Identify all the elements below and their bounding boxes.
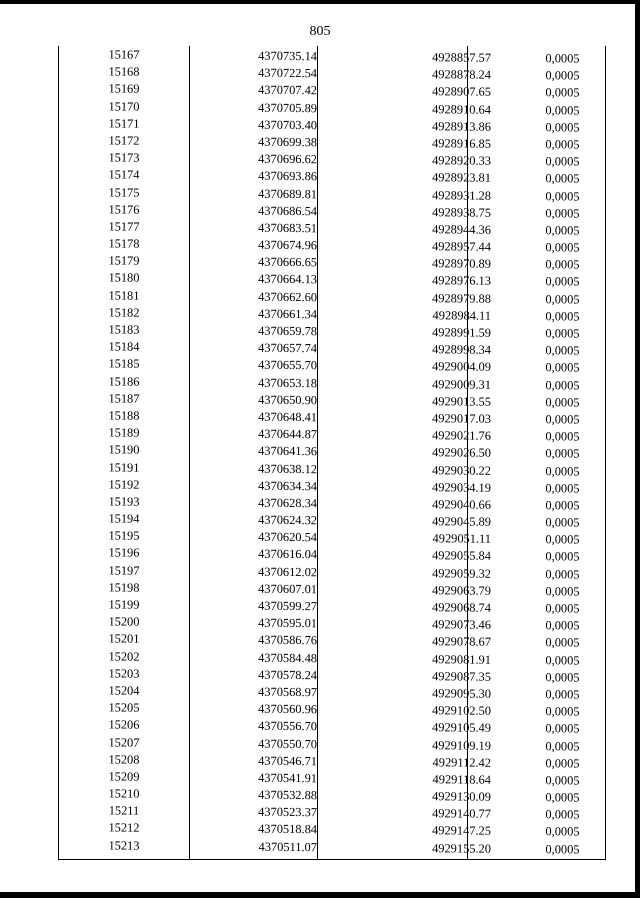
- point-number-cell: 15180: [108, 270, 140, 286]
- y-coordinate-cell: 4928979.88: [432, 290, 492, 306]
- tolerance-cell: 0,0005: [545, 429, 580, 444]
- y-coordinate-cell: 4928976.13: [432, 273, 492, 289]
- tolerance-cell: 0,0005: [545, 343, 580, 358]
- point-number-cell: 15208: [108, 752, 140, 767]
- y-coordinate-cell: 4928944.36: [432, 222, 492, 237]
- point-number-cell: 15168: [108, 64, 140, 79]
- point-number-cell: 15194: [108, 511, 140, 526]
- point-number-cell: 15201: [108, 631, 140, 647]
- x-coordinate-cell: 4370644.87: [258, 426, 318, 442]
- y-coordinate-cell: 4928857.57: [432, 50, 492, 65]
- tolerance-cell: 0,0005: [545, 446, 580, 461]
- y-coordinate-cell: 4929073.46: [432, 617, 492, 632]
- point-number-cell: 15202: [108, 648, 140, 664]
- tolerance-cell: 0,0005: [545, 824, 580, 839]
- y-coordinate-cell: 4929059.32: [432, 565, 492, 581]
- y-coordinate-cell: 4928931.28: [432, 187, 492, 203]
- x-coordinate-cell: 4370612.02: [258, 564, 318, 579]
- point-number-cell: 15176: [108, 202, 140, 217]
- x-coordinate-cell: 4370705.89: [258, 100, 318, 115]
- y-coordinate-cell: 4929081.91: [432, 651, 492, 667]
- tolerance-cell: 0,0005: [545, 773, 580, 788]
- point-number-cell: 15198: [108, 580, 140, 595]
- y-coordinate-cell: 4929055.84: [432, 548, 492, 564]
- x-coordinate-cell: 4370666.65: [258, 254, 318, 270]
- y-coordinate-cell: 4928916.85: [432, 136, 492, 151]
- x-coordinate-cell: 4370707.42: [258, 83, 318, 98]
- x-coordinate-cell: 4370693.86: [258, 169, 318, 184]
- y-coordinate-cell: 4929063.79: [432, 583, 492, 598]
- y-coordinate-cell: 4928920.33: [432, 153, 492, 168]
- tolerance-cell: 0,0005: [545, 412, 580, 427]
- y-coordinate-cell: 4929051.11: [432, 531, 492, 547]
- tolerance-cell: 0,0005: [545, 841, 580, 857]
- tolerance-cell: 0,0005: [545, 755, 580, 771]
- point-number-cell: 15189: [108, 425, 140, 440]
- y-coordinate-cell: 4928984.11: [432, 308, 492, 323]
- point-number-cell: 15211: [108, 803, 140, 818]
- coordinates-table: [58, 46, 606, 860]
- y-coordinate-cell: 4928878.24: [432, 67, 492, 82]
- x-coordinate-cell: 4370662.60: [258, 289, 318, 304]
- x-coordinate-cell: 4370568.97: [258, 684, 318, 700]
- tolerance-cell: 0,0005: [545, 360, 580, 375]
- tolerance-cell: 0,0005: [545, 738, 580, 754]
- point-number-cell: 15209: [108, 769, 140, 784]
- tolerance-cell: 0,0005: [545, 85, 580, 100]
- y-coordinate-cell: 4929009.31: [432, 376, 492, 392]
- x-coordinate-cell: 4370650.90: [258, 392, 318, 408]
- tolerance-cell: 0,0005: [545, 171, 580, 186]
- x-coordinate-cell: 4370518.84: [258, 822, 318, 837]
- x-coordinate-cell: 4370624.32: [258, 512, 318, 528]
- y-coordinate-cell: 4929155.20: [432, 840, 492, 856]
- point-number-cell: 15182: [108, 305, 140, 320]
- point-number-cell: 15190: [108, 442, 140, 458]
- y-coordinate-cell: 4929130.09: [432, 789, 492, 804]
- scan-border-right: [635, 0, 640, 898]
- point-number-cell: 15181: [108, 288, 140, 303]
- y-coordinate-cell: 4929105.49: [432, 720, 492, 736]
- tolerance-cell: 0,0005: [545, 601, 580, 616]
- y-coordinate-cell: 4929040.66: [432, 497, 492, 512]
- y-coordinate-cell: 4929017.03: [432, 411, 492, 426]
- point-number-cell: 15183: [108, 322, 140, 337]
- tolerance-cell: 0,0005: [545, 223, 580, 238]
- y-coordinate-cell: 4929140.77: [432, 806, 492, 822]
- y-coordinate-cell: 4929045.89: [432, 514, 492, 529]
- tolerance-cell: 0,0005: [545, 635, 580, 650]
- tolerance-cell: 0,0005: [545, 240, 580, 255]
- x-coordinate-cell: 4370541.91: [258, 770, 318, 786]
- y-coordinate-cell: 4929109.19: [432, 737, 492, 753]
- x-coordinate-cell: 4370653.18: [258, 375, 318, 390]
- y-coordinate-cell: 4929078.67: [432, 634, 492, 650]
- tolerance-cell: 0,0005: [545, 119, 580, 135]
- y-coordinate-cell: 4928957.44: [432, 239, 492, 254]
- point-number-cell: 15174: [108, 167, 140, 183]
- point-number-cell: 15173: [108, 150, 140, 165]
- x-coordinate-cell: 4370674.96: [258, 237, 318, 253]
- point-number-cell: 15169: [108, 81, 140, 97]
- y-coordinate-cell: 4928970.89: [432, 256, 492, 272]
- tolerance-cell: 0,0005: [545, 669, 580, 685]
- tolerance-cell: 0,0005: [545, 480, 580, 496]
- tolerance-cell: 0,0005: [545, 377, 580, 393]
- point-number-cell: 15192: [108, 477, 140, 492]
- point-number-cell: 15172: [108, 133, 140, 148]
- point-number-cell: 15187: [108, 391, 140, 406]
- y-coordinate-cell: 4929147.25: [432, 823, 492, 839]
- x-coordinate-cell: 4370699.38: [258, 134, 318, 150]
- x-coordinate-cell: 4370648.41: [258, 409, 318, 425]
- y-coordinate-cell: 4929087.35: [432, 669, 492, 684]
- point-number-cell: 15204: [108, 683, 140, 698]
- tolerance-cell: 0,0005: [545, 394, 580, 410]
- y-coordinate-cell: 4928938.75: [432, 204, 492, 220]
- x-coordinate-cell: 4370546.71: [258, 753, 318, 768]
- point-number-cell: 15191: [108, 459, 140, 475]
- x-coordinate-cell: 4370703.40: [258, 117, 318, 133]
- y-coordinate-cell: 4928998.34: [432, 342, 492, 357]
- x-coordinate-cell: 4370595.01: [258, 615, 318, 631]
- x-coordinate-cell: 4370634.34: [258, 478, 318, 493]
- x-coordinate-cell: 4370628.34: [258, 495, 318, 511]
- tolerance-cell: 0,0005: [545, 463, 580, 479]
- page-number: 805: [309, 24, 331, 39]
- scan-border-top: [0, 0, 640, 4]
- tolerance-cell: 0,0005: [545, 205, 580, 221]
- point-number-cell: 15170: [108, 98, 140, 114]
- x-coordinate-cell: 4370683.51: [258, 220, 318, 236]
- x-coordinate-cell: 4370607.01: [258, 581, 318, 597]
- point-number-cell: 15200: [108, 614, 140, 629]
- x-coordinate-cell: 4370657.74: [258, 340, 318, 356]
- point-number-cell: 15171: [108, 116, 140, 131]
- x-coordinate-cell: 4370511.07: [258, 839, 318, 854]
- point-number-cell: 15203: [108, 666, 140, 681]
- x-coordinate-cell: 4370689.81: [258, 186, 318, 201]
- tolerance-cell: 0,0005: [545, 498, 580, 513]
- x-coordinate-cell: 4370599.27: [258, 598, 318, 614]
- y-coordinate-cell: 4929102.50: [432, 703, 492, 718]
- point-number-cell: 15197: [108, 563, 140, 578]
- tolerance-cell: 0,0005: [545, 291, 580, 307]
- tolerance-cell: 0,0005: [545, 584, 580, 599]
- x-coordinate-cell: 4370578.24: [258, 667, 318, 683]
- table-body: [59, 46, 605, 857]
- x-coordinate-cell: 4370523.37: [258, 804, 318, 820]
- x-coordinate-cell: 4370661.34: [258, 306, 318, 322]
- x-coordinate-cell: 4370620.54: [258, 529, 318, 545]
- y-coordinate-cell: 4928923.81: [432, 170, 492, 186]
- point-number-cell: 15195: [108, 528, 140, 543]
- tolerance-cell: 0,0005: [545, 790, 580, 805]
- y-coordinate-cell: 4929004.09: [432, 359, 492, 375]
- x-coordinate-cell: 4370664.13: [258, 272, 318, 287]
- x-coordinate-cell: 4370560.96: [258, 701, 318, 717]
- point-number-cell: 15199: [108, 597, 140, 612]
- x-coordinate-cell: 4370586.76: [258, 633, 318, 648]
- tolerance-cell: 0,0005: [545, 102, 580, 118]
- point-number-cell: 15213: [108, 838, 140, 853]
- tolerance-cell: 0,0005: [545, 532, 580, 547]
- tolerance-cell: 0,0005: [545, 68, 580, 83]
- x-coordinate-cell: 4370686.54: [258, 203, 318, 218]
- y-coordinate-cell: 4929034.19: [432, 479, 492, 495]
- tolerance-cell: 0,0005: [545, 274, 580, 289]
- y-coordinate-cell: 4929013.55: [432, 394, 492, 409]
- tolerance-cell: 0,0005: [545, 618, 580, 633]
- tolerance-cell: 0,0005: [545, 154, 580, 169]
- point-number-cell: 15175: [108, 184, 140, 200]
- point-number-cell: 15178: [108, 236, 140, 251]
- tolerance-cell: 0,0005: [545, 687, 580, 702]
- point-number-cell: 15177: [108, 219, 140, 234]
- y-coordinate-cell: 4929030.22: [432, 462, 492, 478]
- tolerance-cell: 0,0005: [545, 704, 580, 719]
- x-coordinate-cell: 4370550.70: [258, 736, 318, 751]
- x-coordinate-cell: 4370532.88: [258, 787, 318, 803]
- tolerance-cell: 0,0005: [545, 137, 580, 152]
- y-coordinate-cell: 4928913.86: [432, 119, 492, 134]
- x-coordinate-cell: 4370638.12: [258, 461, 318, 476]
- tolerance-cell: 0,0005: [545, 257, 580, 272]
- y-coordinate-cell: 4929118.64: [432, 772, 492, 787]
- y-coordinate-cell: 4929026.50: [432, 445, 492, 461]
- point-number-cell: 15193: [108, 494, 140, 509]
- point-number-cell: 15185: [108, 356, 140, 372]
- tolerance-cell: 0,0005: [545, 326, 580, 341]
- y-coordinate-cell: 4929068.74: [432, 600, 492, 615]
- scan-border-bottom: [0, 892, 640, 898]
- point-number-cell: 15186: [108, 373, 140, 389]
- point-number-cell: 15206: [108, 717, 140, 733]
- point-number-cell: 15188: [108, 408, 140, 423]
- x-coordinate-cell: 4370584.48: [258, 650, 318, 665]
- tolerance-cell: 0,0005: [545, 188, 580, 204]
- y-coordinate-cell: 4929021.76: [432, 428, 492, 443]
- point-number-cell: 15167: [108, 47, 140, 62]
- tolerance-cell: 0,0005: [545, 721, 580, 736]
- tolerance-cell: 0,0005: [545, 566, 580, 582]
- point-number-cell: 15196: [108, 545, 140, 561]
- point-number-cell: 15179: [108, 253, 140, 268]
- x-coordinate-cell: 4370655.70: [258, 358, 318, 373]
- x-coordinate-cell: 4370556.70: [258, 719, 318, 734]
- x-coordinate-cell: 4370735.14: [258, 48, 318, 64]
- tolerance-cell: 0,0005: [545, 309, 580, 324]
- point-number-cell: 15205: [108, 700, 140, 715]
- tolerance-cell: 0,0005: [545, 652, 580, 668]
- x-coordinate-cell: 4370696.62: [258, 151, 318, 167]
- y-coordinate-cell: 4928991.59: [432, 325, 492, 340]
- tolerance-cell: 0,0005: [545, 807, 580, 822]
- point-number-cell: 15212: [108, 820, 140, 836]
- tolerance-cell: 0,0005: [545, 549, 580, 564]
- point-number-cell: 15184: [108, 339, 140, 354]
- x-coordinate-cell: 4370641.36: [258, 444, 318, 459]
- tolerance-cell: 0,0005: [545, 51, 580, 66]
- y-coordinate-cell: 4929112.42: [432, 754, 492, 770]
- x-coordinate-cell: 4370616.04: [258, 547, 318, 562]
- x-coordinate-cell: 4370659.78: [258, 323, 318, 339]
- point-number-cell: 15207: [108, 734, 140, 750]
- y-coordinate-cell: 4928910.64: [432, 101, 492, 117]
- y-coordinate-cell: 4929095.30: [432, 686, 492, 701]
- x-coordinate-cell: 4370722.54: [258, 65, 318, 81]
- tolerance-cell: 0,0005: [545, 515, 580, 530]
- y-coordinate-cell: 4928907.65: [432, 84, 492, 100]
- point-number-cell: 15210: [108, 786, 140, 801]
